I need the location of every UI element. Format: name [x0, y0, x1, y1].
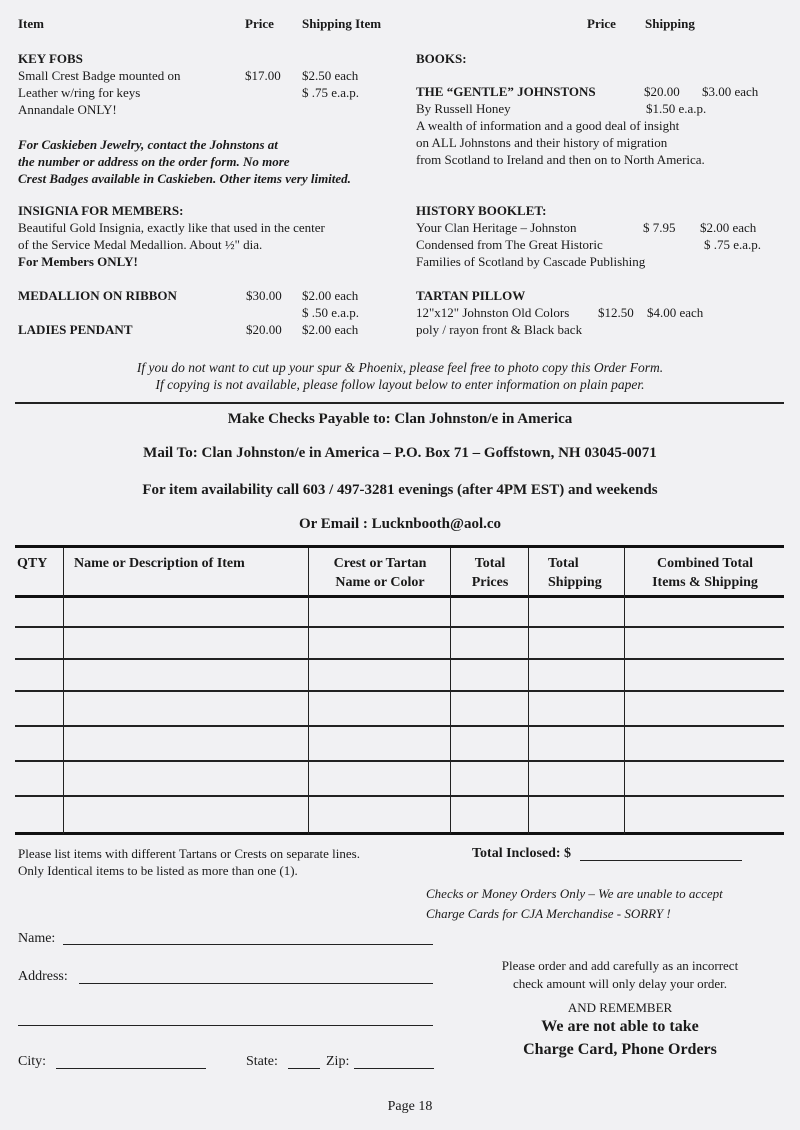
pendant-title: LADIES PENDANT — [18, 322, 133, 337]
caskieben-note: For Caskieben Jewelry, contact the Johnstons at — [18, 137, 278, 152]
list-note: Only Identical items to be listed as more than one (1). — [18, 863, 298, 878]
th-total-shipping-line2: Shipping — [548, 575, 602, 590]
photocopy-notice: If you do not want to cut up your spur & Phoenix, please feel free to photo copy this Order Form. — [136, 360, 664, 375]
address-field-line2[interactable] — [18, 1025, 433, 1026]
insignia-desc: of the Service Medal Medallion. About ½" dia. — [18, 237, 263, 252]
name-field[interactable] — [63, 944, 433, 945]
col-divider — [450, 548, 451, 834]
gentle-johnstons-author: By Russell Honey — [416, 101, 511, 116]
th-item-name: Name or Description of Item — [74, 556, 245, 571]
key-fobs-desc: Leather w/ring for keys — [18, 85, 141, 100]
mail-to-address: Mail To: Clan Johnston/e in America – P.O. Box 71 – Goffstown, NH 03045-0071 — [143, 445, 657, 461]
zip-label: Zip: — [326, 1054, 350, 1069]
history-booklet-desc: Your Clan Heritage – Johnston — [416, 220, 577, 235]
th-combined-total-line1: Combined Total — [656, 556, 754, 571]
th-combined-total-line2: Items & Shipping — [652, 575, 758, 590]
table-row-line — [15, 626, 784, 628]
gentle-johnstons-shipping: $3.00 each — [702, 84, 759, 99]
gentle-johnstons-title: THE “GENTLE” JOHNSTONS — [416, 84, 596, 99]
col-divider — [308, 548, 309, 834]
th-combined-total — [626, 554, 784, 592]
th-qty: QTY — [17, 556, 48, 571]
col-divider — [528, 548, 529, 834]
address-field[interactable] — [79, 983, 433, 984]
insignia-title: INSIGNIA FOR MEMBERS: — [18, 203, 184, 218]
gentle-johnstons-desc: on ALL Johnstons and their history of migration — [416, 135, 668, 150]
th-total-shipping — [530, 554, 624, 592]
city-label: City: — [18, 1054, 47, 1069]
table-top-border — [15, 545, 784, 548]
col-divider — [624, 548, 625, 834]
insignia-members-only: For Members ONLY! — [18, 254, 138, 269]
history-booklet-desc: Families of Scotland by Cascade Publishing — [416, 254, 646, 269]
and-remember: AND REMEMBER — [567, 1000, 673, 1015]
list-note: Please list items with different Tartans or Crests on separate lines. — [18, 846, 360, 861]
gentle-johnstons-price: $20.00 — [644, 84, 680, 99]
history-booklet-price: $ 7.95 — [643, 220, 676, 235]
th-total-prices-line2: Prices — [471, 575, 509, 590]
table-row-line — [15, 795, 784, 797]
key-fobs-title: KEY FOBS — [18, 51, 83, 66]
page-number: Page 18 — [387, 1099, 433, 1114]
tartan-pillow-shipping: $4.00 each — [647, 305, 704, 320]
history-booklet-shipping: $2.00 each — [700, 220, 757, 235]
th-total-shipping-line1: Total — [548, 556, 579, 571]
caskieben-note: the number or address on the order form. No more — [18, 154, 290, 169]
col-header-price-2: Price — [587, 16, 616, 31]
table-header-border — [15, 595, 784, 598]
col-header-shipping-2: Shipping — [645, 16, 695, 31]
history-booklet-desc: Condensed from The Great Historic — [416, 237, 603, 252]
tartan-pillow-desc: 12"x12" Johnston Old Colors — [416, 305, 570, 320]
key-fobs-shipping-eap: $ .75 e.a.p. — [302, 85, 360, 100]
medallion-price: $30.00 — [246, 288, 282, 303]
col-header-item: Item — [18, 16, 44, 31]
col-header-price: Price — [245, 16, 274, 31]
pendant-shipping: $2.00 each — [302, 322, 359, 337]
tartan-pillow-title: TARTAN PILLOW — [416, 288, 526, 303]
tartan-pillow-desc: poly / rayon front & Black back — [416, 322, 583, 337]
checks-payable: Make Checks Payable to: Clan Johnston/e in America — [227, 411, 573, 427]
th-total-prices-line1: Total — [474, 556, 506, 571]
col-divider — [63, 548, 64, 834]
total-inclosed-label: Total Inclosed: $ — [472, 846, 572, 861]
key-fobs-desc: Annandale ONLY! — [18, 102, 117, 117]
photocopy-notice: If copying is not available, please follow layout below to enter information on plain paper. — [155, 377, 645, 392]
checks-only-note: Checks or Money Orders Only – We are unable to accept — [426, 886, 723, 901]
divider — [15, 402, 784, 404]
tartan-pillow-price: $12.50 — [598, 305, 634, 320]
history-booklet-title: HISTORY BOOKLET: — [416, 203, 547, 218]
no-charge-card: Charge Card, Phone Orders — [523, 1041, 717, 1058]
state-field[interactable] — [288, 1068, 320, 1069]
table-row-line — [15, 725, 784, 727]
gentle-johnstons-desc: from Scotland to Ireland and then on to North America. — [416, 152, 705, 167]
total-inclosed-field[interactable] — [580, 860, 742, 861]
th-crest-tartan-line1: Crest or Tartan — [333, 556, 427, 571]
table-row-line — [15, 760, 784, 762]
books-title: BOOKS: — [416, 51, 467, 66]
th-total-prices — [452, 554, 528, 592]
key-fobs-price: $17.00 — [245, 68, 281, 83]
th-crest-tartan — [310, 554, 450, 592]
pendant-price: $20.00 — [246, 322, 282, 337]
gentle-johnstons-shipping-eap: $1.50 e.a.p. — [646, 101, 707, 116]
table-row-line — [15, 658, 784, 660]
medallion-shipping-eap: $ .50 e.a.p. — [302, 305, 360, 320]
history-booklet-shipping-eap: $ .75 e.a.p. — [704, 237, 762, 252]
order-email: Or Email : Lucknbooth@aol.co — [298, 516, 502, 532]
table-row-line — [15, 690, 784, 692]
checks-only-note: Charge Cards for CJA Merchandise - SORRY ! — [426, 906, 671, 921]
state-label: State: — [246, 1054, 278, 1069]
table-bottom-border — [15, 832, 784, 835]
name-label: Name: — [18, 931, 56, 946]
careful-note: Please order and add carefully as an incorrect — [501, 958, 739, 973]
zip-field[interactable] — [354, 1068, 434, 1069]
key-fobs-desc: Small Crest Badge mounted on — [18, 68, 181, 83]
careful-note: check amount will only delay your order. — [512, 976, 728, 991]
address-label: Address: — [18, 969, 68, 984]
caskieben-note: Crest Badges available in Caskieben. Other items very limited. — [18, 171, 351, 186]
insignia-desc: Beautiful Gold Insignia, exactly like that used in the center — [18, 220, 325, 235]
gentle-johnstons-desc: A wealth of information and a good deal of insight — [416, 118, 680, 133]
city-field[interactable] — [56, 1068, 206, 1069]
medallion-shipping: $2.00 each — [302, 288, 359, 303]
th-crest-tartan-line2: Name or Color — [335, 575, 425, 590]
availability-phone: For item availability call 603 / 497-3281 evenings (after 4PM EST) and weekends — [142, 482, 658, 498]
medallion-title: MEDALLION ON RIBBON — [18, 288, 177, 303]
key-fobs-shipping: $2.50 each — [302, 68, 359, 83]
no-charge-card: We are not able to take — [541, 1018, 699, 1035]
col-header-shipping-item: Shipping Item — [302, 16, 382, 31]
